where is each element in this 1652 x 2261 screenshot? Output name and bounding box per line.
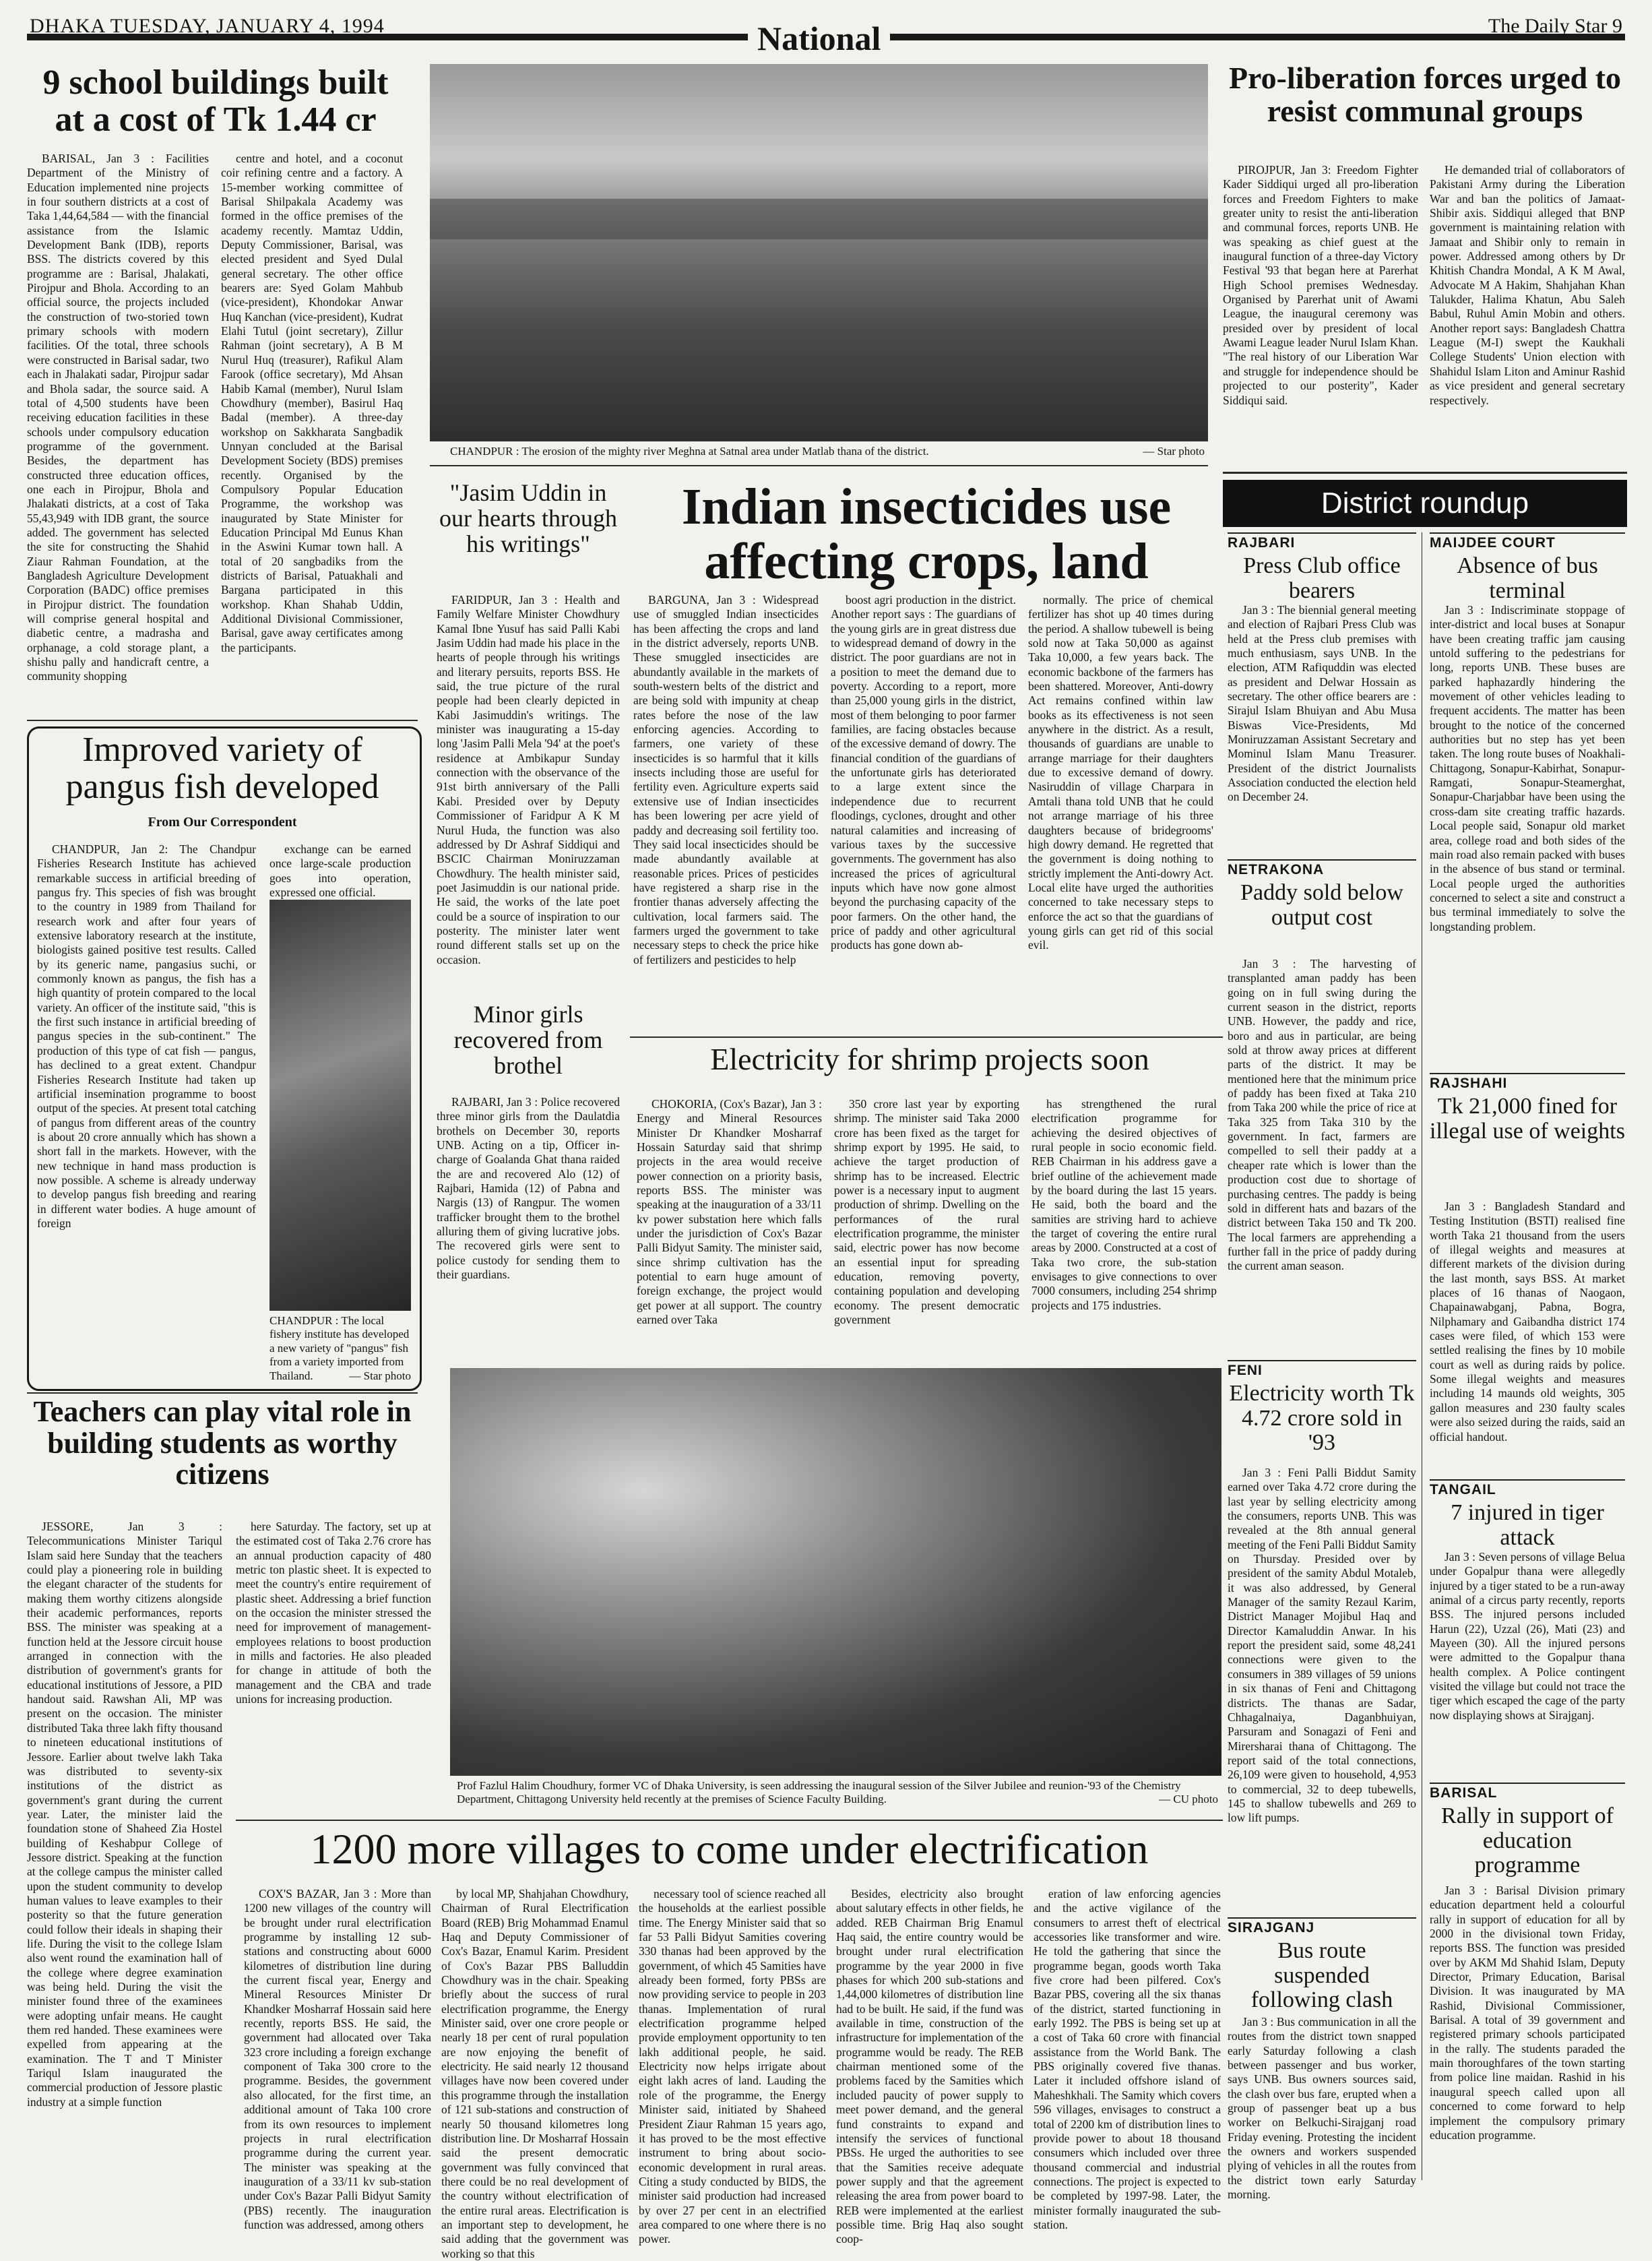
barisal-body: Jan 3 : Barisal Division primary education department held a colourful rally in support of education for all by 2000 in the divisional town Friday, reports BSS. The function was presided over by AKM Md Shahid Islam, Deputy Director, Primary Education, Barisal Division. It was inaugurated by MA Rashid, Divisional Commissioner, Barisal. A total of 39 government and registered primary schools participated in the rally. The students paraded the main thoroughfares of the town starting from police line maidan. Rashid in his inaugural speech called upon all concerned to come forward to help implement the compulsory primary education programme.: [1430, 1884, 1625, 2142]
pangus-col1: CHANDPUR, Jan 2: The Chandpur Fisheries Research Institute has achieved remarkable success in artificial breeding of pangus fry. This species of fish was brought to the country in 1989 from Thailand for research work and after four years of extensive laboratory research at the institute, biologists gained positive test results. Called by its generic name, pangasius suchi, or commonly known as pangus, the fish has a high quantity of protein compared to the local variety. An officer of the institute said, "this is the first such instance in artificial breeding of pangus species in the sub-continent." The production of this type of cat fish — pangus, has declined to a great extent. Chandpur Fisheries Research Institute had taken up artificial insemination programme to boost output of the species. At present total catching of pangus from different areas of the country is about 20 crore annually which has shown a short fall in the markets. However, with the new technique in hand mass production is now possible. A scheme is already underway to develop pangus fish breeding and rearing in different water bodies. A huge amount of foreign: [37, 842, 256, 1230]
sirajganj-item: [1228, 1917, 1416, 2017]
netrakona-item: [1228, 859, 1416, 934]
sirajganj-headline: Bus route suspended following clash: [1250, 1938, 1393, 2013]
section-title: National: [748, 19, 890, 58]
rajbari-item: [1228, 532, 1416, 607]
netrakona-headline: Paddy sold below output cost: [1240, 880, 1403, 930]
shrimp-col3: has strengthened the rural electrification programme for achieving the desired objectives of rural people in socio economic field. REB Chairman in his address gave a brief outline of the achievement made by the board during the last 15 years. He said, both the board and the samities are striving hard to achieve the target of covering the entire rural areas by 2000. Constructed at a cost of Taka two crore, the sub-station envisages to give connections to over 7000 consumers, including 254 shrimp projects and 175 industries.: [1031, 1097, 1217, 1312]
netrakona-place: NETRAKONA: [1228, 859, 1416, 878]
teachers-col1: JESSORE, Jan 3 : Telecommunications Minister Tariqul Islam said here Sunday that the teachers could play a pioneering role in building the elegant character of the students for making them worthy citizens alongside their academic performances, reports BSS. The minister was speaking at a function held at the Jessore circuit house arranged in connection with the distribution of government's grants for educational institutions of Jessore, a PID handout said. Rawshan Ali, MP was present on the occasion. The minister distributed Taka three lakh fifty thousand to nineteen educational institutions of Jessore. Earlier about twelve lakh Taka was distributed to seventy-six institutions of the district as government's grant during the current year. Later, the minister laid the foundation stone of Shaheed Zia Hostel building of Keshabpur College of Jessore district. Speaking at the function at the college campus the minister called upon the student community to develop human values to leave examples to their posterity so that the future generation could follow their ideals in shaping their life. During the visit to the college Islam also went round the examination hall of the college where degree examination was being held. During the visit the minister found three of the examinees were adopting unfair means. He caught them red handed. These examinees were expelled from appearing at the examination. The T and T Minister Tariqul Islam inaugurated the commercial production of Jessore plastic industry at a simple function: [27, 1520, 222, 2109]
minor-girls-body: RAJBARI, Jan 3 : Police recovered three minor girls from the Daulatdia brothels on December 30, reports UNB. Acting on a tip, Officer in-charge of Goalanda Ghat thana raided the are and recovered Alo (12) of Rajbari, Hamida (12) of Pabna and Nargis (13) of Rangpur. The women trafficker brought them to the brothel alluring them of giving lucrative jobs. The recovered girls were sent to police custody for sending them to their guardians.: [437, 1095, 620, 1282]
divider: [1223, 472, 1627, 474]
sirajganj-body: Jan 3 : Bus communication in all the routes from the district town snapped early Saturday following a clash between passenger and bus worker, says UNB. Bus owners sources said, the clash over bus fare, erupted when a group of passenger beat up a bus worker on Belkuchi-Sirajganj road Friday evening. Protesting the incident the owners and workers suspended plying of vehicles in all the routes from the district town early Saturday morning.: [1228, 2015, 1416, 2202]
jasim-article: [437, 480, 620, 557]
minor-girls-headline: Minor girls recovered from brothel: [453, 1001, 603, 1080]
silver-jubilee-photo: [450, 1368, 1221, 1776]
teachers-col2: here Saturday. The factory, set up at the estimated cost of Taka 2.76 crore has an annual production capacity of 480 metric ton plastic sheet. It is expected to meet the country's entire requirement of plastic sheet. Addressing a brief function on the occasion the minister stressed the need for improvement of management-employees relations to boost production in mills and factories. He also pleaded for change in attitude of both the management and the CBA and trade unions for increasing production.: [236, 1520, 431, 1706]
chandpur-erosion-photo: [430, 64, 1208, 441]
shrimp-col1: CHOKORIA, (Cox's Bazar), Jan 3 : Energy and Mineral Resources Minister Dr Khandker Mosharraf Hossain Saturday said that shrimp projects in the area would receive power connection on a priority basis, reports BSS. The minister was speaking at the inauguration of a 33/11 kv power substation here which falls under the jurisdiction of Cox's Bazar Palli Bidyut Samity. The minister said, since shrimp cultivation has the potential to earn huge amount of foreign exchange, the project would get power at all support. The country earned over Taka: [637, 1097, 822, 1327]
divider: [430, 465, 1208, 466]
tangail-headline: 7 injured in tiger attack: [1451, 1500, 1604, 1550]
school-headline: 9 school buildings built at a cost of Tk 1.44 cr: [42, 63, 389, 140]
proliberation-article: [1223, 62, 1627, 128]
pangus-col2: exchange can be earned once large-scale production goes into operation, expressed one official.: [269, 842, 411, 900]
insecticides-article: [630, 480, 1223, 588]
barisal-headline: Rally in support of education programme: [1441, 1803, 1614, 1878]
barisal-place: BARISAL: [1430, 1783, 1625, 1801]
insecticides-col2: boost agri production in the district. Another report says : The guardians of the young girls are in great distress due to widespread demand of dowry in the district. The poor guardians are not in a position to meet the demand due to poverty. According to a report, more than 25,000 young girls in the district, most of them belonging to poor farmer families, are facing obstacles because of the excessive demand of dowry. The financial condition of the guardians of the unfortunate girls has deteriorated to a large extent since the independence due to recurrent floodings, cyclones, drought and other natural calamities and increasing of various taxes by the successive governments. The government has also increased the prices of agricultural inputs which have now gone almost beyond the purchasing capacity of the poor farmers. On the other hand, the price of paddy and other agricultural products has gone down ab-: [831, 593, 1016, 952]
proliberation-col2: He demanded trial of collaborators of Pakistani Army during the Liberation War and ban the politics of Jamaat-Shibir axis. Siddiqui alleged that BNP government is maintaining relation with Jamaat and Shibir only to remain in power. Addressed among others by Dr Khitish Chandra Mondal, A K M Awal, Advocate M A Hakim, Shahjahan Khan Talukder, Halima Khatun, Abu Saleh Babul, Ruhul Amin Mobin and others. Another report says: Bangladesh Chattra League (M-I) swept the Kaukhali College Students' Union election with Shahidul Islam Liton and Aminur Rashid as vice president and general secretary respectively.: [1430, 163, 1625, 407]
pangus-article: [35, 731, 410, 830]
photo-credit: — Star photo: [1143, 445, 1205, 458]
villages-col4: Besides, electricity also brought about salutary effects in other fields, he added. REB Chairman Brig Enamul Haq said, the entire country would be brought under rural electrification programme by the year 2000 in five phases for which 200 sub-stations and 1,44,000 kilometres of distribution line had to be built. He said, if the fund was available in time, construction of the infrastructure for implementation of the programme would be ready. The REB chairman mentioned some of the problems faced by the Samities which included paucity of power supply to meet power demand, and the general fund constraints to expand and intensify the services of functional PBSs. He urged the authorities to see that the Samities receive adequate power supply and that the agreement releasing the area from power board to REB were implemented at the earliest possible time. Brig Haq also sought coop-: [836, 1887, 1023, 2246]
shrimp-article: [637, 1043, 1223, 1076]
jasim-headline: "Jasim Uddin in our hearts through his writings": [439, 479, 617, 558]
tangail-item: [1430, 1479, 1625, 1554]
rajshahi-place: RAJSHAHI: [1430, 1073, 1625, 1092]
school-col2: centre and hotel, and a coconut coir refining centre and a factory. A 15-member working committee of Barisal Shilpakala Academy was formed in the office premises of the academy recently. Mamtaz Uddin, Deputy Commissioner, Barisal, was elected president and Syed Dulal general secretary. The other office bearers are: Syed Golam Mahbub (vice-president), Khondokar Anwar Huq Kanchan (vice-president), Kudrat Elahi Tutul (joint secretary), Zillur Rahman (joint secretary), A B M Nurul Huq (treasurer), Rafikul Alam Farook (office secretary), Md Ahsan Habib Kamal (member), Nurul Islam Chowdhury (member), Basirul Haq Badal (member). A three-day workshop on Sakkharata Sangbadik Unnyan concluded at the Barisal Development Society (BDS) premises recently. Organised by the Compulsory Popular Education Programme, the workshop was inaugurated by State Minister for Education Principal Md Eunus Khan in the Aswini Kumar town hall. A total of 20 sangbadiks from the districts of Barisal, Patuakhali and Bargana participated in this workshop. Khan Shahab Uddin, Additional Divisional Commissioner, Barisal, gave away certificates among the participants.: [221, 152, 403, 654]
rajbari-place: RAJBARI: [1228, 532, 1416, 551]
villages-headline: 1200 more villages to come under electrification: [310, 1825, 1149, 1873]
insecticides-col3: normally. The price of chemical fertilizer has shot up 40 times during the period. A shallow tubewell is being sold now at Taka 50,000 as against Taka 10,000, a few years back. The economic backbone of the farmers has been shattered. Moreover, Anti-dowry Act remains confined within law books as its effectiveness is not seen anywhere in the district. As a result, thousands of guardians are unable to arrange marriage for their daughters due to excessive demand of dowry. Nasiruddin of village Charpara in Amtali thana told UNB that he could not arrange marriage of his three daughters because of bridegrooms' high dowry demand. He regretted that the government is doing nothing to strictly implement the Anti-dowry Act. Local elite have urged the authorities concerned to take necessary steps to enforce the act so that the guardians of young girls can get rid of this social evil.: [1028, 593, 1213, 952]
villages-col5: eration of law enforcing agencies and the active vigilance of the consumers to arrest theft of electrical accessories like transformer and wire. He told the gathering that since the programme began, goods worth Taka five crore had been pilfered. Cox's Bazar PBS, covering all the six thanas of the district, started functioning in early 1992. The PBS is being set up at a cost of Taka 60 crore with financial assistance from the World Bank. The PBS originally covered five thanas. Later it included offshore island of Maheshkhali. The Samity which covers 596 villages, envisages to construct a total of 2200 km of distribution lines to provide power to about 18 thousand consumers which included over three thousand commercial and industrial connections. The project is expected to be completed by 1997-98. Later, the minister formally inaugurated the sub-station.: [1034, 1887, 1221, 2231]
barisal-item: [1430, 1783, 1625, 1882]
villages-col3: necessary tool of science reached all the households at the earliest possible time. The Energy Minister said that so far 53 Palli Bidyut Samities covering 330 thanas had been approved by the government, of which 45 Samities have already been formed, forty PBSs are now providing service to people in 203 thanas. Implementation of rural electrification programme helped provide employment opportunity to ten lakh additional people, he said. Electricity now helps irrigate about eight lakh acres of land. Lauding the role of the programme, the Energy Minister said, initiated by Shaheed President Ziaur Rahman 15 years ago, it has proved to be the most effective instrument to bring about socio-economic development in rural areas. Citing a study conducted by BIDS, the minister said production had increased by over 27 per cent in an electrified area compared to one where there is no power.: [639, 1887, 826, 2246]
photo-credit: — CU photo: [1159, 1793, 1218, 1806]
rajbari-headline: Press Club office bearers: [1243, 553, 1401, 603]
divider: [630, 1036, 1223, 1038]
tangail-body: Jan 3 : Seven persons of village Belua under Gopalpur thana were allegedly injured by a tiger stated to be a run-away animal of a circus party recently, reports BSS. The injured persons included Harun (22), Uzzal (26), Mati (23) and Mayeen (30). All the injured persons were admitted to the Gopalpur thana health complex. A Police contingent visited the village but could not trace the tiger which escaped the cage of the party now displaying shows at Sirajganj.: [1430, 1550, 1625, 1722]
school-col1: BARISAL, Jan 3 : Facilities Department of the Ministry of Education implemented nine projects in four southern districts at a cost of Taka 1,44,64,584 — with the financial assistance from the Islamic Development Bank (IDB), reports BSS. The districts covered by this programme are : Barisal, Jhalakati, Pirojpur and Bhola. According to an official source, the projects included the construction of two-storied town primary schools with modern facilities. Of the total, three schools were constructed in Barisal sadar, two each in Jhalakati sadar, Pirojpur sadar and Bhola sadar, the source said. A total of 4,500 students have been receiving education facilities in these schools under compulsory education programme of the government. Besides, the department has constructed three education offices, one each in Pirojpur, Bhola and Jhalakati districts, at a cost of Taka 55,43,949 with IDB grant, the source added. The government has selected the site for constructing the Shahid Ziaur Rahman Foundation, at the Bangladesh Agriculture Development Corporation (BADC) office premises in Pirojpur district. The foundation will comprise general hospital and diabetic centre, a madrasha and orphanage, a cold storage plant, a shishu pally and handicraft centre, a community shopping: [27, 152, 209, 683]
divider: [27, 1392, 418, 1394]
teachers-headline: Teachers can play vital role in building students as worthy citizens: [33, 1395, 412, 1491]
divider: [27, 720, 418, 721]
paper-name: The Daily Star 9: [1488, 15, 1622, 37]
pangus-byline: From Our Correspondent: [148, 815, 297, 830]
photo-credit: — Star photo: [349, 1369, 411, 1382]
feni-body: Jan 3 : Feni Palli Biddut Samity earned over Taka 4.72 crore during the last year by selling electricity among the consumers, reports UNB. This was revealed at the 8th annual general meeting of the Feni Palli Biddut Samity on Thursday. Presided over by president of the samity Abdul Motaleb, it was also addressed, by General Manager of the samity Rezaul Karim, District Manager Mojibul Haq and Director Kamaluddin Anwar. In his report the president said, some 48,241 connections were given to the consumers in 389 villages of 59 unions in six thanas of Feni and Chittagong districts. The thanas are Sadar, Chhagalnaiya, Daganbhuiyan, Parsuram and Sonagazi of Feni and Mirersharai thana of Chittagong. The report said of the total connections, 26,109 were given to household, 4,953 to commercial, 32 to deep tubewells, 145 to shallow tubewells and 269 to low lift pumps.: [1228, 1466, 1416, 1825]
maijdee-item: [1430, 532, 1625, 607]
rajshahi-body: Jan 3 : Bangladesh Standard and Testing Institution (BSTI) realised fine worth Taka 21 thousand from the users of illegal weights and measures at different markets of the division during the last month, says BSS. At market places of 16 thanas of Naogaon, Chapainawabganj, Pabna, Bogra, Nilphamary and Gaibandha district 174 cases were filed, of which 153 were settled realising the fines by 10 mobile court as well as during raids by police. Some illegal weights and measures including 14 maunds old weights, 305 gallon measures and 230 faulty scales were also seized during the raids, said an official handout.: [1430, 1200, 1625, 1444]
proliberation-headline: Pro-liberation forces urged to resist communal groups: [1228, 61, 1622, 128]
villages-col1: COX'S BAZAR, Jan 3 : More than 1200 new villages of the country will be brought under rural electrification programme by installing 12 sub-stations and constructing about 6000 kilometres of distribution line during the current fiscal year, Energy and Mineral Resources Minister Dr Khandker Mosharraf Hossain said here recently, reports BSS. He said, the government had allocated over Taka 323 crore including a foreign exchange component of Taka 300 crore to the programme. Besides, the government also allocated, for the first time, an additional amount of Taka 100 crore from its own resources to implement projects in rural electrification programme during the current year. The minister was speaking at the inauguration of a 33/11 kv sub-station under Cox's Bazar Palli Bidyut Samity (PBS) recently. The inauguration function was addressed, among others: [244, 1887, 431, 2231]
silver-jubilee-caption: Prof Fazlul Halim Choudhury, former VC of Dhaka University, is seen addressing the inaugural session of the Silver Jubilee and reunion-'93 of the Chemistry Department, Chittagong University held recently at the premises of Science Faculty Building. — CU photo: [457, 1779, 1218, 1806]
maijdee-body: Jan 3 : Indiscriminate stoppage of inter-district and local buses at Sonapur have been creating traffic jam causing untold suffering to the pedestrians for long, reports UNB. These buses are parked haphazardly hindering the movement of other vehicles leading to frequent accidents. The matter has been brought to the notice of the concerned authorities but no step has yet been taken. The long route buses of Noakhali-Chittagong, Sonapur-Kabirhat, Sonapur-Ramgati, Sonapur-Steamerghat, Sonapur-Charjabbar have been using the cross-dam site creating traffic hazards. Local people said, Sonapur old market area, college road and both sides of the main road also remain packed with buses in the absence of bus stand or terminal. Local people urged the authorities concerned to select a site and construct a bus terminal immediately to solve the longstanding problem.: [1430, 603, 1625, 933]
district-roundup-title: District roundup: [1223, 480, 1627, 527]
minor-girls-article: [437, 1001, 620, 1078]
jasim-body: FARIDPUR, Jan 3 : Health and Family Welfare Minister Chowdhury Kamal Ibne Yusuf has said Palli Kabi Jasim Uddin had made his place in the hearts of people through his writings and literary persuits, reports BSS. He said, the true picture of the rural people had been clearly depicted in Kabi Jasimuddin's writings. The minister was inaugurating a 15-day long 'Jasim Palli Mela '94' at the poet's residence at Ambikapur Sunday connection with the observance of the 91st birth anniversary of the Palli Kabi. Presided over by Deputy Commissioner of Faridpur A K M Nurul Huda, the function was also addressed by Dr Ashraf Siddiqui and BSCIC Chairman Moniruzzaman Chowdhury. The health minister said, poet Jasimuddin is our national pride. He said, the works of the late poet could be a source of inspiration to our posterity. The minister later went round different stalls set up on the occasion.: [437, 593, 620, 966]
dateline: DHAKA TUESDAY, JANUARY 4, 1994: [30, 15, 385, 37]
villages-col2: by local MP, Shahjahan Chowdhury, Chairman of Rural Electrification Board (REB) Brig Mohammad Enamul Haq and Deputy Commissioner of Cox's Bazar, Enamul Karim. President of Cox's Bazar PBS Balluddin Chowdhury was in the chair. Speaking briefly about the success of rural electrification programme, the Energy Minister said, over one crore people or nearly 18 per cent of rural population are now enjoying the benefit of electricity. He said nearly 12 thousand villages have now been covered under this programme through the installation of 121 sub-stations and construction of nearly 50 thousand kilometres long distribution line. Dr Mosharraf Hossain said the present democratic government was fully convinced that there could be no real development of the country without electrification of the entire rural areas. Electrification is an important step to development, he said adding that the government was working so that this: [441, 1887, 629, 2260]
rajshahi-headline: Tk 21,000 fined for illegal use of weights: [1430, 1094, 1625, 1144]
pangus-fish-photo: [269, 900, 411, 1311]
shrimp-col2: 350 crore last year by exporting shrimp. The minister said Taka 2000 crore has been fixed as the target for shrimp export by 1995. He said, to achieve the target production of shrimp has to be increased. Electric power is a necessary input to augment production of shrimp. Dwelling on the performances of the rural electrification programme, the minister said, electric power has now become an essential input for spreading education, removing poverty, containing population and developing economy. The present democratic government: [834, 1097, 1019, 1327]
feni-place: FENI: [1228, 1360, 1416, 1379]
netrakona-body: Jan 3 : The harvesting of transplanted aman paddy has been going on in full swing during the current season in the district, reports UNB. However, the paddy and rice, boro and aus in particular, are being sold at throw away prices at different parts of the district. It may be mentioned here that the minimum price of paddy has been fixed at Taka 210 from Taka 200 while the price of rice at Taka 325 from Taka 310 by the government. In fact, farmers are compelled to sell their paddy at a cheaper rate which is lower than the production cost due to shortage of purchasing centres. The paddy is being sold in different hats and bazars of the district between Taka 150 and Tk 200. The local farmers are apprehending a further fall in the price of paddy during the current aman season.: [1228, 957, 1416, 1273]
insecticides-col1: BARGUNA, Jan 3 : Widespread use of smuggled Indian insecticides has been affecting the crops and land in the district adversely, reports UNB. These smuggled insecticides are abundantly available in the markets of south-western belts of the district and are being sold with impunity at cheap rates before the nose of the law enforcing agencies. According to farmers, one variety of these insecticides is so harmful that it kills insects including those are useful for fertility even. Agriculture experts said extensive use of Indian insecticides has been lowering per acre yield of paddy and decreasing soil fertility too. They said local insecticides should be made abundantly available at reasonable prices. Prices of pesticides have registered a sharp rise in the frontier thanas adversely affecting the cultivation, local farmers said. The farmers urged the government to take necessary steps to check the price hike of fertilizers and pesticides to help: [633, 593, 819, 966]
pangus-headline: Improved variety of pangus fish developed: [65, 731, 379, 807]
villages-article: [236, 1826, 1223, 1872]
pangus-photo-caption: CHANDPUR : The local fishery institute has developed a new variety of "pangus" fish from a variety imported from Thailand. — Star photo: [269, 1314, 411, 1382]
teachers-article: [27, 1396, 418, 1491]
maijdee-headline: Absence of bus terminal: [1457, 553, 1598, 603]
chandpur-photo-caption: CHANDPUR : The erosion of the mighty river Meghna at Satnal area under Matlab thana of the district. — Star photo: [450, 445, 1205, 458]
feni-headline: Electricity worth Tk 4.72 crore sold in '93: [1229, 1381, 1415, 1456]
divider: [236, 1820, 1223, 1821]
feni-item: [1228, 1360, 1416, 1460]
sirajganj-place: SIRAJGANJ: [1228, 1917, 1416, 1936]
insecticides-headline: Indian insecticides use affecting crops, land: [681, 478, 1172, 590]
rajbari-body: Jan 3 : The biennial general meeting and election of Rajbari Press Club was held at the Press club premises with much enthusiasm, says UNB. In the election, ATM Rafiquddin was elected as president and Delwar Hossain as secretary. The other office bearers are : Sirajul Islam Bhuiyan and Abu Musa Biswas Vice-Presidents, Md Moniruzzaman Assistant Secretary and Mominul Islam Manu Treasurer. President of the district Journalists Association conducted the election held on December 24.: [1228, 603, 1416, 804]
maijdee-place: MAIJDEE COURT: [1430, 532, 1625, 551]
tangail-place: TANGAIL: [1430, 1479, 1625, 1498]
shrimp-headline: Electricity for shrimp projects soon: [710, 1042, 1149, 1076]
school-article: [27, 64, 404, 138]
rajshahi-item: [1430, 1073, 1625, 1148]
proliberation-col1: PIROJPUR, Jan 3: Freedom Fighter Kader Siddiqui urged all pro-liberation forces and Freedom Fighters to make greater unity to resist the anti-liberation and communal forces, reports UNB. He was speaking as chief guest at the inaugural function of a three-day Victory Festival '93 that began here at Parerhat High School premises Wednesday. Organised by Parerhat unit of Awami League, the inaugural ceremony was presided over by president of local Awami League leader Nurul Islam Khan. "The real history of our Liberation War and struggle for independence should be projected to our posterity", Kader Siddiqui said.: [1223, 163, 1418, 407]
